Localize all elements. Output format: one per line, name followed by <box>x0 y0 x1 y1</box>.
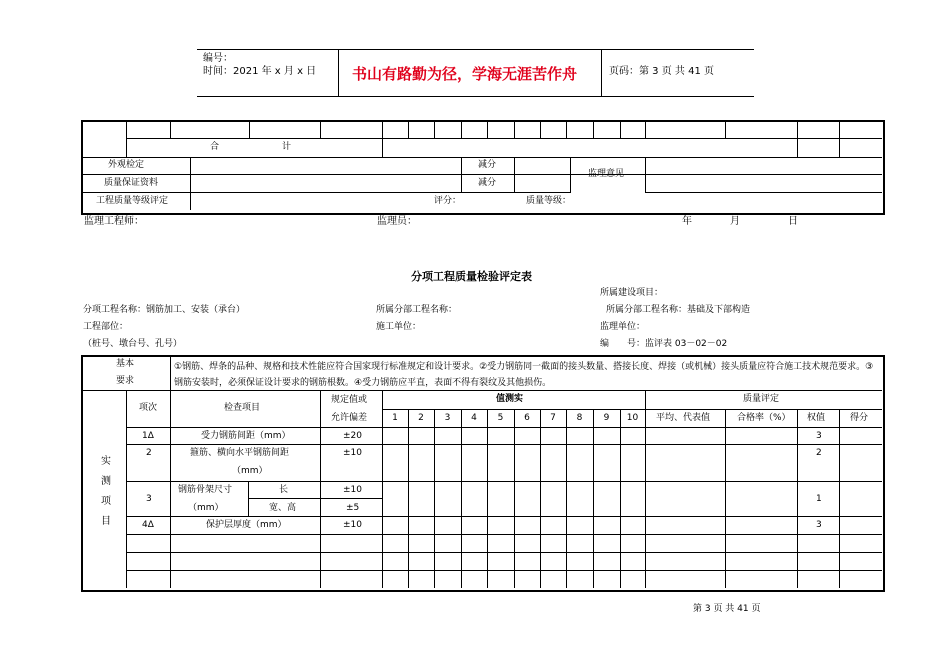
row4-no: 4Δ <box>142 520 154 530</box>
footer-page-number: 第 3 页 共 41 页 <box>693 604 761 614</box>
point-2: 2 <box>418 413 424 423</box>
total-label: 合 计 <box>210 142 292 152</box>
quality-docs-label: 质量保证资料 <box>104 178 159 188</box>
pile-no-label: （桩号、墩台号、孔号） <box>83 339 183 349</box>
col-average: 平均、代表值 <box>656 413 711 423</box>
deduct-label-2: 减分 <box>478 178 497 188</box>
point-4: 4 <box>471 413 477 423</box>
row2-no: 2 <box>146 448 152 458</box>
form-number: 编 号：监评表 03－02－02 <box>600 339 728 349</box>
time-label: 时间：2021 年 x 月 x 日 <box>203 66 317 77</box>
row3-spec-1: ±10 <box>343 485 362 495</box>
point-10: 10 <box>626 413 639 423</box>
row4-weight: 3 <box>816 520 822 530</box>
col-measured-values: 值测实 <box>496 394 524 404</box>
row2-item-unit: （mm） <box>232 466 268 476</box>
basic-req-label-2: 要求 <box>116 376 135 386</box>
row4-item: 保护层厚度（mm） <box>206 520 287 530</box>
contractor-label: 施工单位： <box>376 322 422 332</box>
supervisor-signature: 监理员： <box>377 216 417 227</box>
point-7: 7 <box>550 413 556 423</box>
col-item-no: 项次 <box>139 403 158 413</box>
quality-grade-label: 质量等级： <box>526 196 572 206</box>
row3-weight: 1 <box>816 494 822 504</box>
project-label: 所属建设项目： <box>600 288 664 298</box>
col-quality-eval: 质量评定 <box>743 394 780 404</box>
col-spec-2: 允许偏差 <box>331 413 368 423</box>
division-label-2: 所属分部工程名称：基础及下部构造 <box>606 305 751 315</box>
grade-eval-label: 工程质量等级评定 <box>96 196 169 206</box>
sub-item-label: 分项工程名称：钢筋加工、安装（承台） <box>83 305 246 315</box>
point-1: 1 <box>392 413 398 423</box>
col-score: 得分 <box>850 413 869 423</box>
row2-weight: 2 <box>816 448 822 458</box>
basic-req-text: ①钢筋、焊条的品种、规格和技术性能应符合国家现行标准规定和设计要求。②受力钢筋同一截面的接头数量、搭接长度、焊接（或机械）接头质量应符合施工技术规范要求。③钢筋安装时，必须保证设计要求的钢筋根数。④受力钢筋应平直，表面不得有裂纹及其他损伤。 <box>174 362 874 388</box>
point-5: 5 <box>497 413 504 423</box>
row2-item: 箍筋、横向水平钢筋间距 <box>190 448 290 458</box>
row3-item-unit: （mm） <box>188 503 224 513</box>
point-8: 8 <box>576 413 583 423</box>
row1-spec: ±20 <box>343 431 362 441</box>
supervision-opinion-label: 监理意见 <box>588 169 625 179</box>
row3-sub-width: 宽、高 <box>269 503 297 513</box>
page-label: 页码：第 3 页 共 41 页 <box>609 66 714 77</box>
col-spec-1: 规定值或 <box>331 395 368 405</box>
row2-spec: ±10 <box>343 448 362 458</box>
engineer-signature: 监理工程师： <box>84 216 144 227</box>
measure-side-label: 实 测 项 目 <box>101 456 111 527</box>
score-label: 评分： <box>434 196 462 206</box>
date-month: 月 <box>730 216 740 227</box>
location-label: 工程部位： <box>83 322 129 332</box>
point-3: 3 <box>444 413 451 423</box>
row1-weight: 3 <box>816 431 822 441</box>
motto: 书山有路勤为径，学海无涯苦作舟 <box>352 65 578 83</box>
row3-no: 3 <box>146 494 152 504</box>
date-day: 日 <box>788 216 798 227</box>
col-pass-rate: 合格率（%） <box>737 413 791 423</box>
row3-item: 钢筋骨架尺寸 <box>178 485 233 495</box>
supervisor-unit-label: 监理单位： <box>600 322 646 332</box>
deduct-label-1: 减分 <box>478 160 497 170</box>
row1-item: 受力钢筋间距（mm） <box>201 431 291 441</box>
col-check-item: 检查项目 <box>224 403 261 413</box>
point-9: 9 <box>603 413 610 423</box>
basic-req-label-1: 基本 <box>116 359 135 369</box>
appearance-label: 外观检定 <box>108 160 145 170</box>
row3-sub-length: 长 <box>279 485 289 495</box>
division-label: 所属分部工程名称： <box>376 305 458 315</box>
doc-number-label: 编号： <box>203 53 233 64</box>
form-title: 分项工程质量检验评定表 <box>411 270 532 283</box>
point-6: 6 <box>524 413 530 423</box>
col-weight: 权值 <box>807 413 826 423</box>
row3-spec-2: ±5 <box>346 503 360 513</box>
row1-no: 1Δ <box>142 431 154 441</box>
row4-spec: ±10 <box>343 520 362 530</box>
date-year: 年 <box>682 216 692 227</box>
